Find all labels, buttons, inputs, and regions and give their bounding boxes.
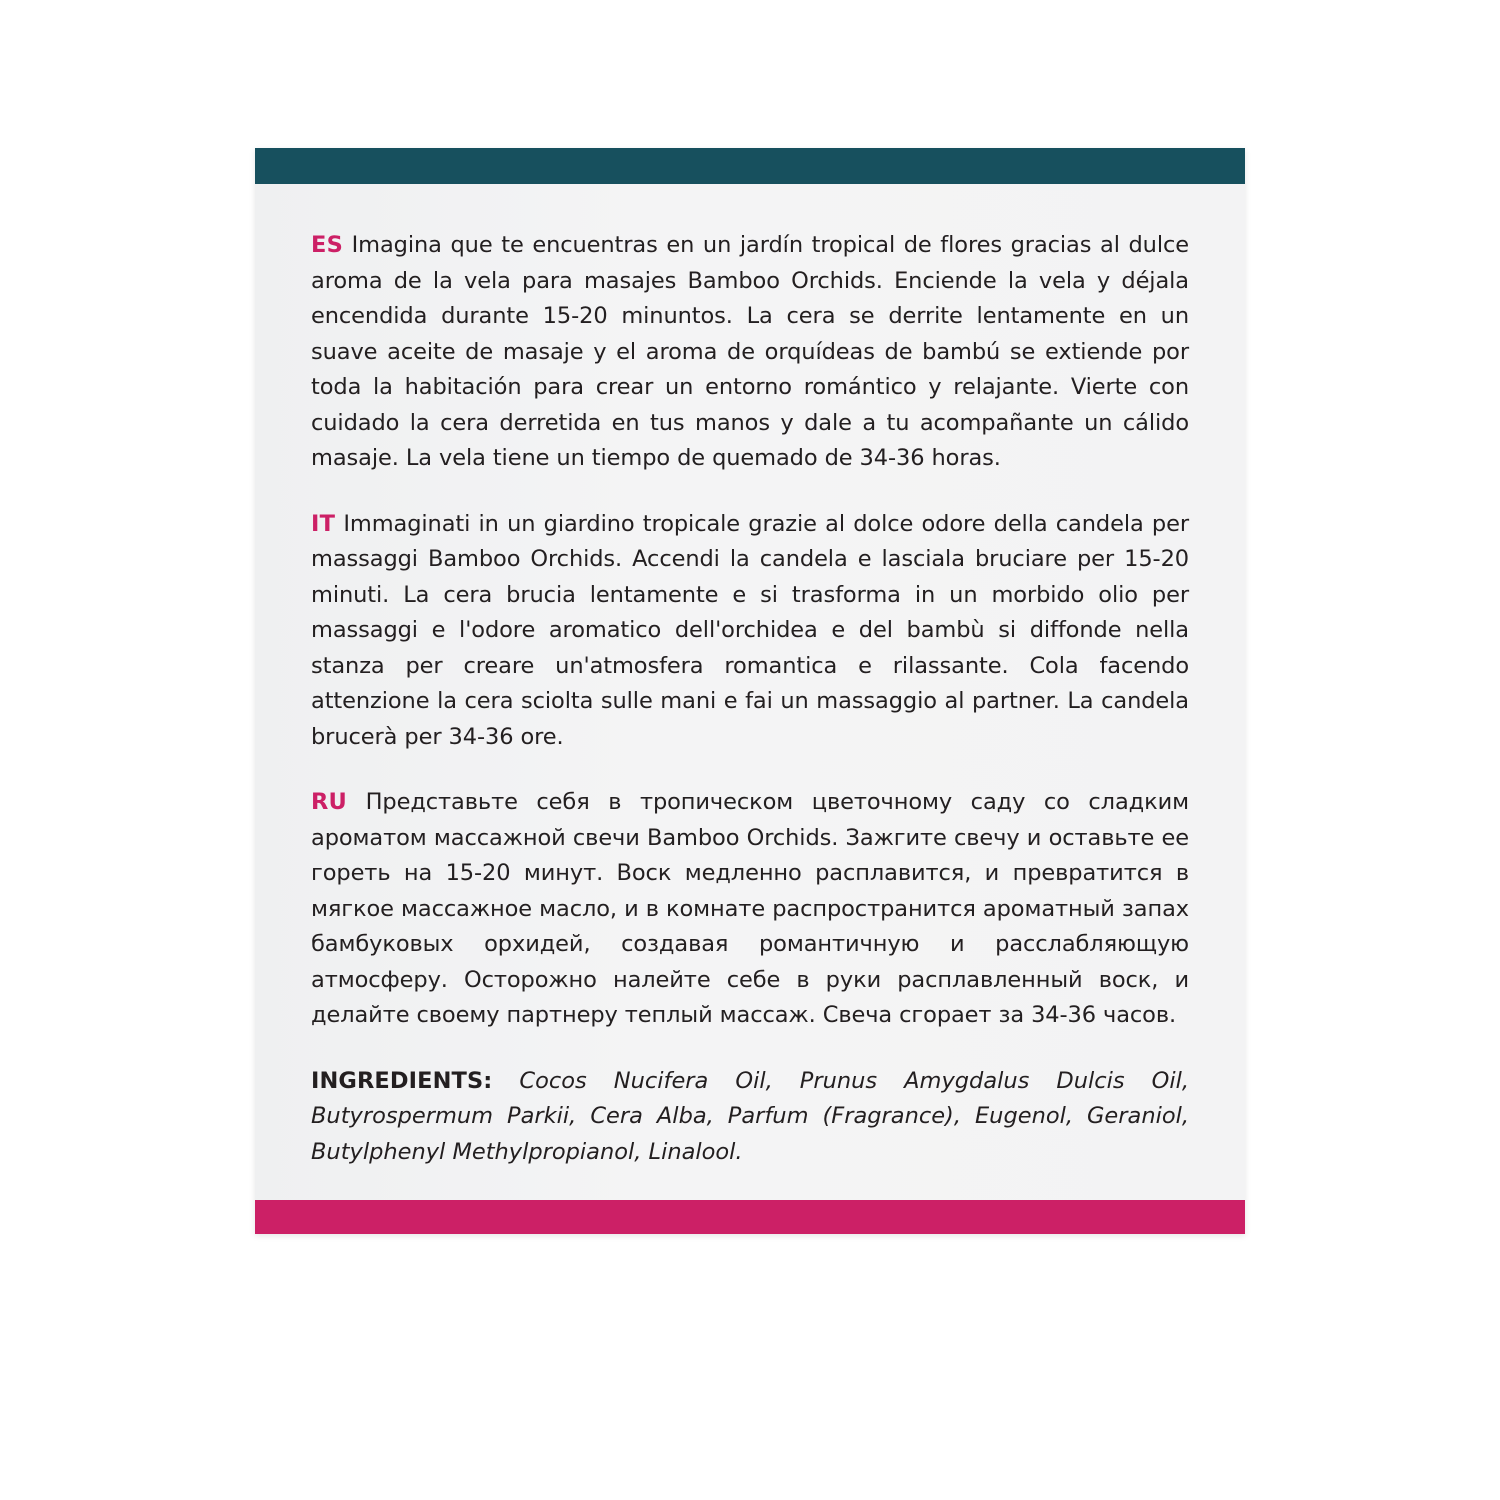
- description-paragraph-ru: [311, 785, 1189, 1034]
- ingredients-list: Cocos Nucifera Oil, Prunus Amygdalus Dulcis Oil, Butyrospermum Parkii, Cera Alba, Parfum (Fragrance), Eugenol, Geraniol, Butylphenyl Methylpropianol, Linalool.: [311, 1067, 1189, 1165]
- description-paragraph-it: [311, 507, 1189, 756]
- language-tag-it: IT: [311, 510, 336, 537]
- description-paragraph-es: [311, 228, 1189, 477]
- ingredients-paragraph: [311, 1064, 1189, 1171]
- label-content: [255, 184, 1245, 1200]
- description-text-it: Immaginati in un giardino tropicale grazie al dolce odore della candela per massaggi Bamboo Orchids. Accendi la candela e lasciala bruciare per 15-20 minuti. La cera brucia lentamente e si trasforma in un morbido olio per massaggi e l'odore aromatico dell'orchidea e del bambù si diffonde nella stanza per creare un'atmosfera romantica e rilassante. Cola facendo attenzione la cera sciolta sulle mani e fai un massaggio al partner. La candela brucerà per 34-36 ore.: [311, 510, 1189, 750]
- description-text-ru: Представьте себя в тропическом цветочному саду со сладким ароматом массажной свечи Bamboo Orchids. Зажгите свечу и оставьте ее гореть на 15-20 минут. Воск медленно расплавится, и превратится в мягкое массажное масло, и в комнате распространится ароматный запах бамбуковых орхидей, создавая романтичную и расслабляющую атмосферу. Осторожно налейте себе в руки расплавленный воск, и делайте своему партнеру теплый массаж. Свеча сгорает за 34-36 часов.: [311, 789, 1189, 1028]
- language-tag-es: ES: [311, 232, 343, 258]
- top-accent-bar: [255, 148, 1245, 184]
- ingredients-title: INGREDIENTS:: [311, 1067, 493, 1094]
- bottom-accent-bar: [255, 1200, 1245, 1234]
- language-tag-ru: RU: [311, 789, 347, 815]
- description-text-es: Imagina que te encuentras en un jardín tropical de flores gracias al dulce aroma de la vela para masajes Bamboo Orchids. Enciende la vela y déjala encendida durante 15-20 minuntos. La cera se derrite lentamente en un suave aceite de masaje y el aroma de orquídeas de bambú se extiende por toda la habitación para crear un entorno romántico y relajante. Vierte con cuidado la cera derretida en tus manos y dale a tu acompañante un cálido masaje. La vela tiene un tiempo de quemado de 34-36 horas.: [311, 232, 1189, 471]
- label-card: [255, 148, 1245, 1234]
